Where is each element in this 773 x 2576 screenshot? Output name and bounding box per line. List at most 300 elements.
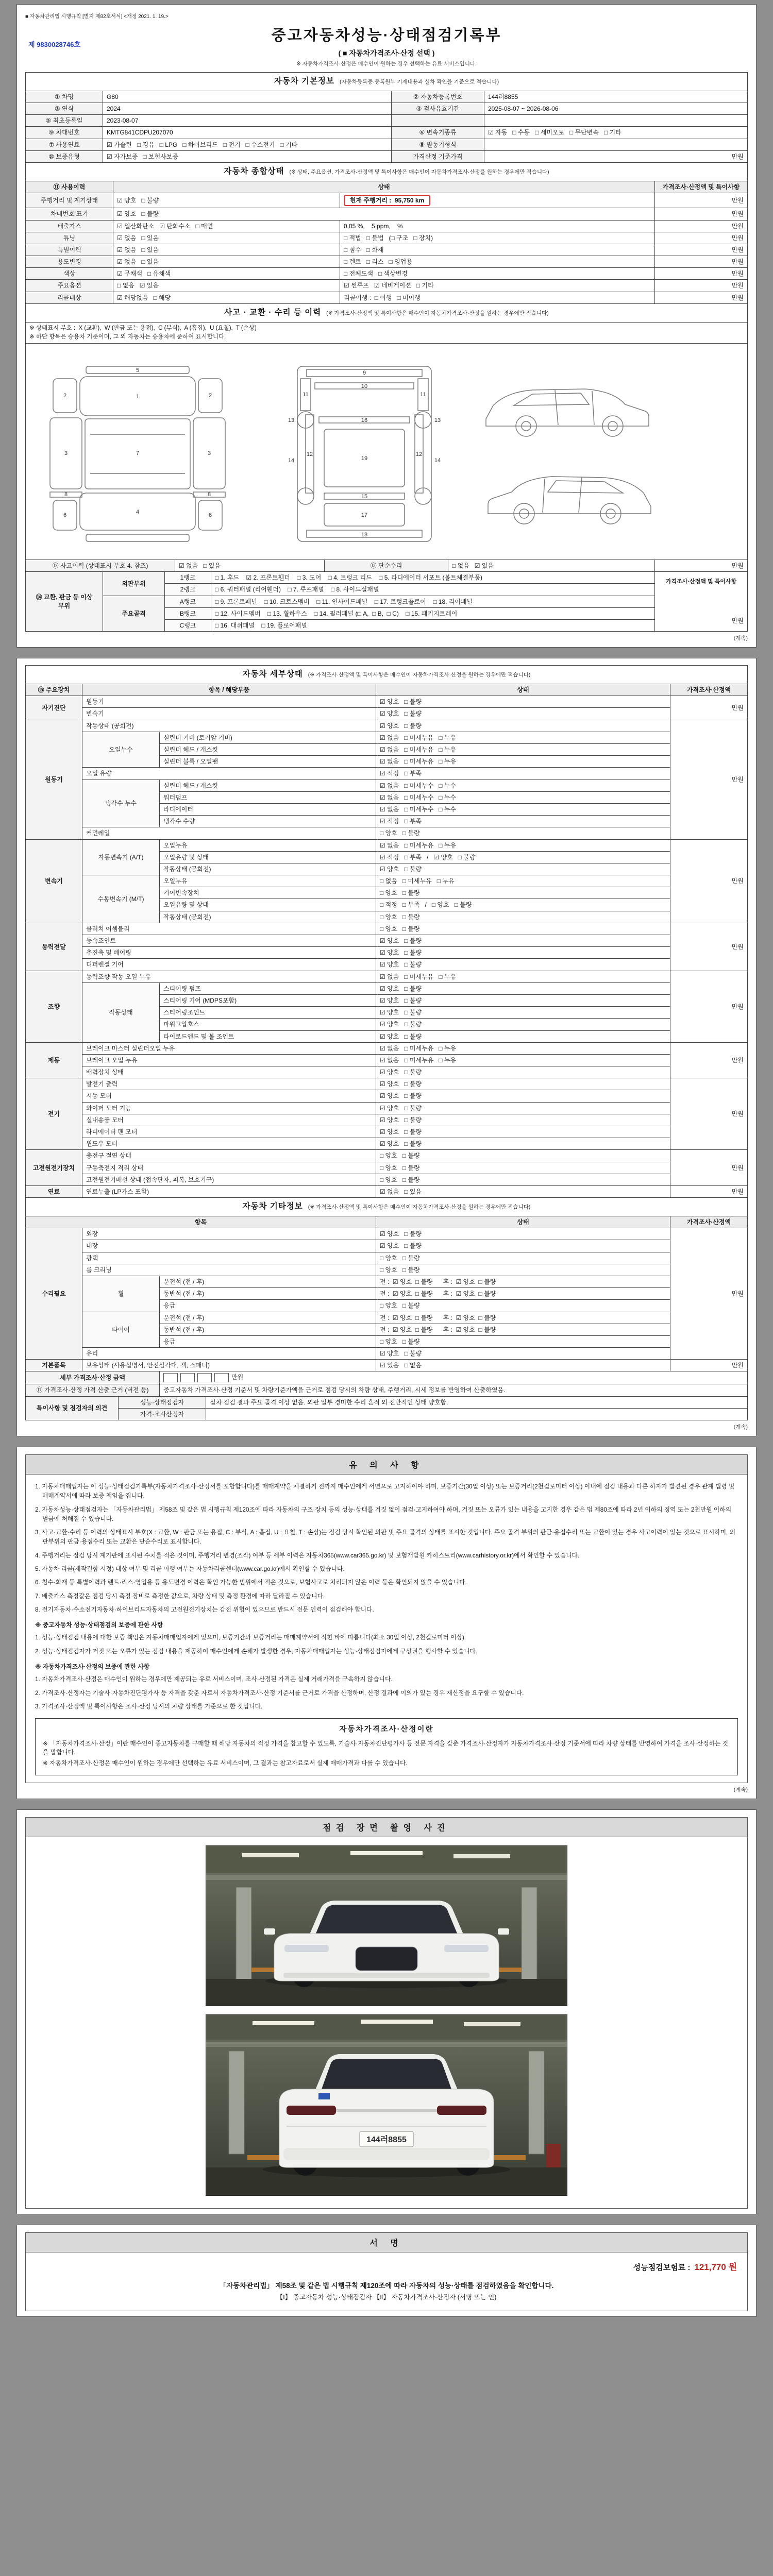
status-cell: ☑ 양호 □ 불량 (376, 863, 670, 875)
status-cell: ☑ 없음 □ 미세누수 □ 누수 (376, 779, 670, 791)
section-row (26, 73, 748, 91)
part-cell: 내장 (82, 1240, 376, 1252)
status-cell: □ 적정 □ 부족 / □ 양호 □ 불량 (376, 899, 670, 911)
subgroup-cell: 자동변속기 (A/T) (82, 839, 160, 875)
legend-cell (26, 322, 748, 344)
definition-text: ※ 자동차가격조사·산정은 매수인이 원하는 경우에만 선택하는 유료 서비스이며, 그 결과는 참고자료로서 실제 매매가격과 다를 수 있습니다. (43, 1759, 408, 1767)
subgroup-cell: 수동변속기 (M/T) (82, 875, 160, 923)
status-cell: 전 : ☑ 양호 □ 불량 후 : ☑ 양호 □ 불량 (376, 1276, 670, 1287)
row-label: 가격·조사산정자 (119, 1408, 206, 1420)
part-cell: 동반석 (전 / 후) (160, 1288, 376, 1300)
field-value: 2024 (103, 103, 392, 115)
num: 8 (64, 491, 68, 498)
part-cell: 냉각수 수량 (160, 816, 376, 827)
insurance-label: 성능점검보험료 : (633, 2263, 691, 2272)
status-cell: □ 12. 사이드멤버 □ 13. 휠하우스 □ 14. 필러패널 (□ A, □ B, □ C) □ 15. 패키지트레이 (211, 607, 655, 619)
part-cell: 응급 (160, 1300, 376, 1312)
price-cell: 만원 (654, 244, 747, 256)
amount-suffix: 만원 (231, 1374, 244, 1381)
table-row (26, 103, 748, 115)
num: 8 (207, 491, 211, 498)
status-cell: ☑ 적정 □ 부족 / ☑ 양호 □ 불량 (376, 851, 670, 863)
part-cell: 작동상태 (공회전) (82, 720, 376, 732)
table-row (26, 1264, 748, 1276)
part-cell: 구동축전지 격리 상태 (82, 1162, 376, 1174)
status-cell: □ 9. 프론트패널 □ 10. 크로스멤버 □ 11. 인사이드패널 □ 17. 트렁크플로어 □ 18. 리어패널 (211, 596, 655, 607)
row-label: 색상 (26, 268, 113, 280)
part-cell: 스티어링 기어 (MDPS포함) (160, 994, 376, 1006)
table-row (26, 1042, 748, 1054)
table-row (26, 1066, 748, 1078)
table-row (26, 91, 748, 103)
table-row (26, 1348, 748, 1360)
section-title-cell (26, 666, 748, 684)
diagram-row (26, 344, 748, 560)
part-cell: 광택 (82, 1252, 376, 1264)
confirmation-statement: 「자동차관리법」 제58조 및 같은 법 시행규칙 제120조에 따라 자동차의 성능·상태를 점검하였음을 확인합니다. (219, 2281, 554, 2290)
table-row (26, 139, 748, 150)
status-cell: ☑ 양호 □ 불량 (376, 1066, 670, 1078)
part-cell: 연료누출 (LP가스 포함) (82, 1185, 376, 1197)
row-label: 주요옵션 (26, 280, 113, 292)
price-cell: 만원 (654, 193, 747, 208)
num: 2 (63, 392, 67, 399)
status-cell: ☑ 무채색 □ 유채색 (113, 268, 340, 280)
field-label: ⑦ 사용연료 (26, 139, 103, 150)
photos-body (25, 1837, 748, 2209)
status-cell: □ 없음 ☑ 있음 (113, 280, 340, 292)
num: 16 (361, 417, 368, 423)
table-row (26, 208, 748, 220)
status-cell: ☑ 없음 □ 미세누유 □ 누유 (376, 1042, 670, 1054)
table-row (26, 875, 748, 887)
group-label-cell: 전기 (26, 1078, 82, 1150)
part-cell: 동반석 (전 / 후) (160, 1324, 376, 1335)
page-1 (16, 4, 757, 648)
status-cell: 전 : ☑ 양호 □ 불량 후 : ☑ 양호 □ 불량 (376, 1324, 670, 1335)
notice-item: 1. 자동차가격조사·산정은 매수인이 원하는 경우에만 제공되는 유료 서비스이며, 조사·산정된 가격은 실제 거래가격을 구속하지 않습니다. (35, 1675, 393, 1683)
num: 1 (136, 393, 140, 400)
part-cell: 오일 유량 (82, 768, 376, 779)
field-label: ② 자동차등록번호 (392, 91, 484, 103)
status-cell: ☑ 양호 □ 불량 (376, 1114, 670, 1126)
signature-header: 서 명 (25, 2232, 748, 2252)
price-cell: 만원 (670, 971, 747, 1042)
status-cell: □ 양호 □ 불량 (376, 1300, 670, 1312)
section-note: (자동차등록증·등록원부 기재내용과 실차 확인을 기준으로 적습니다) (340, 79, 499, 85)
table-row (26, 268, 748, 280)
field-value: ☑ 자가보증 □ 보험사보증 (103, 150, 392, 162)
row-label: ⑰ 가격조사·산정 가격 산출 근거 (버전 등) (26, 1384, 160, 1396)
insurance-line (36, 2260, 737, 2273)
group-label-cell: ⑭ 교환, 판금 등 이상 부위 (26, 572, 103, 632)
legend-row (26, 322, 748, 344)
field-value: KMTG841CDPU207070 (103, 127, 392, 139)
status-cell: ☑ 없음 □ 미세누유 □ 누유 (376, 1054, 670, 1066)
row-label: 특이사항 및 점검자의 의견 (26, 1396, 119, 1420)
table-row (26, 732, 748, 743)
overall-condition-table (25, 162, 748, 304)
table-row (26, 280, 748, 292)
row-label: ⑬ 단순수리 (325, 560, 448, 572)
status-cell: □ 6. 쿼터패널 (리어휀더) □ 7. 루프패널 □ 8. 사이드실패널 (211, 584, 655, 596)
notice-item: 5. 자동차 리콜(제작결함 시정) 대상 여부 및 리콜 이행 여부는 자동차리콜센터(www.car.go.kr)에서 확인할 수 있습니다. (35, 1565, 345, 1573)
opinion-text (206, 1408, 748, 1420)
header-row (26, 181, 748, 193)
registration-sticker (318, 2093, 330, 2099)
status-cell: ☑ 양호 □ 불량 (376, 1240, 670, 1252)
section-row (26, 303, 748, 322)
notice-item: 4. 주행거리는 점검 당시 계기판에 표시된 수치를 적은 것이며, 주행거리 변경(조작) 여부 등 세부 이력은 자동차365(www.car365.go.kr) 및 보험개발원 카히스토리(www.carhistory.or.kr)에서 확인할 수 있습니다. (35, 1551, 580, 1559)
page-2 (16, 658, 757, 1436)
part-cell: 기어변속장치 (160, 887, 376, 899)
part-cell: 원동기 (82, 696, 376, 708)
col-header: ⑮ 주요장치 (26, 684, 82, 696)
status-cell: □ 1. 후드 ☑ 2. 프론트휀더 □ 3. 도어 □ 4. 트렁크 리드 □ 5. 라디에이터 서포트 (볼트체결부품) (211, 572, 655, 584)
num: 10 (361, 383, 368, 389)
table-row (26, 115, 748, 127)
table-row (26, 1228, 748, 1240)
page-4 (16, 1809, 757, 2214)
status-cell: ☑ 양호 □ 불량 (376, 1126, 670, 1138)
doc-header (25, 22, 748, 73)
field-label (392, 115, 484, 127)
table-row (26, 935, 748, 947)
toolbox (546, 2144, 561, 2167)
status-cell: ☑ 없음 □ 미세누유 □ 누유 (376, 756, 670, 768)
price-head: 가격조사·산정액 및 특이사항 (665, 579, 737, 585)
status-cell: □ 양호 □ 불량 (376, 1150, 670, 1162)
part-cell: 브레이크 마스터 실린더오일 누유 (82, 1042, 376, 1054)
group-label-cell: 조향 (26, 971, 82, 1042)
table-row (26, 1162, 748, 1174)
field-value (484, 139, 748, 150)
status-cell: □ 양호 □ 불량 (376, 1264, 670, 1276)
notice-item: 6. 침수·화재 등 특별이력과 렌트·리스·영업용 등 용도변경 이력은 확인 가능한 범위에서 적은 것으로, 보험사고로 처리되지 않은 이력 등은 확인되지 않을 수 있습니다. (35, 1579, 467, 1586)
legend-line: ※ 하단 항목은 승용차 기준이며, 그 외 자동차는 승용차에 준하여 표시합니다. (29, 334, 226, 341)
print-header: ■ 자동차관리법 시행규칙 [별지 제82호서식] <개정 2021. 1. 19.> (25, 14, 169, 20)
group-label-cell: 동력전달 (26, 923, 82, 971)
num: 13 (288, 417, 295, 423)
part-cell: 라디에이터 (160, 803, 376, 815)
subgroup-cell: 냉각수 누수 (82, 779, 160, 827)
num: 11 (420, 391, 426, 398)
field-value: ☑ 가솔린 □ 경유 □ LPG □ 하이브리드 □ 전기 □ 수소전기 □ 기타 (103, 139, 392, 150)
col-header: 항목 (26, 1216, 376, 1228)
price-value: 만원 (731, 617, 744, 624)
part-cell: 오일누유 (160, 875, 376, 887)
price-cell: 만원 (654, 220, 747, 232)
field-label: ⑧ 원동기형식 (392, 139, 484, 150)
col-header: 상태 (376, 684, 670, 696)
status-cell (340, 193, 655, 208)
row-label: 튜닝 (26, 232, 113, 244)
price-cell: 만원 (654, 280, 747, 292)
table-row (26, 292, 748, 303)
mileage-highlight: 현재 주행거리 : 95,750 km (344, 195, 430, 206)
status-cell: □ 양호 □ 불량 (376, 1252, 670, 1264)
group-label-cell: 수리필요 (26, 1228, 82, 1360)
lift-post (236, 1887, 251, 1980)
part-cell: 보유상태 (사용설명서, 안전삼각대, 잭, 스패너) (82, 1360, 376, 1371)
num: 13 (434, 417, 441, 423)
status-cell: 전 : ☑ 양호 □ 불량 후 : ☑ 양호 □ 불량 (376, 1312, 670, 1324)
part-cell: 실린더 블록 / 오일팬 (160, 756, 376, 768)
status-cell: □ 양호 □ 불량 (376, 1174, 670, 1185)
num: 11 (303, 391, 309, 398)
field-value: 144러8855 (484, 91, 748, 103)
status-cell: ☑ 양호 □ 불량 (376, 1078, 670, 1090)
num: 9 (362, 369, 366, 376)
detail-condition-table (25, 665, 748, 1198)
lift-post (522, 1887, 537, 1980)
table-row (26, 256, 748, 268)
subgroup-cell: 휠 (82, 1276, 160, 1312)
table-row (26, 947, 748, 959)
inspection-photo-front (206, 1845, 567, 2006)
num: 3 (207, 450, 211, 456)
part-cell: 커먼레일 (82, 827, 376, 839)
table-row (26, 1384, 748, 1396)
row-label: 용도변경 (26, 256, 113, 268)
status-cell: ☑ 없음 □ 미세누유 □ 누유 (376, 732, 670, 743)
definition-text: ※ 「자동차가격조사·산정」이란 매수인이 중고자동차를 구매할 때 해당 자동차의 적정 가격을 참고할 수 있도록, 기술사·자동차진단평가사 등 전문 자격을 갖춘 가격조사·산정자가 자동차가격조사·산정 기준서에 따라 차량 상태를 반영하여 가격을 조사·산정하는 것을 말합니다. (43, 1739, 729, 1756)
num: 3 (64, 450, 68, 456)
status-cell: ☑ 양호 □ 불량 (376, 1090, 670, 1102)
table-row (26, 232, 748, 244)
price-cell: 만원 (670, 1042, 747, 1078)
price-cell: 만원 (670, 839, 747, 923)
part-cell: 작동상태 (공회전) (160, 911, 376, 923)
table-row (26, 982, 748, 994)
table-row (26, 1114, 748, 1126)
num: 18 (361, 531, 368, 538)
license-plate-number: 144러8855 (366, 2135, 407, 2144)
part-cell: 운전석 (전 / 후) (160, 1276, 376, 1287)
col-header: 가격조사·산정액 (670, 684, 747, 696)
part-cell: 오일유량 및 상태 (160, 899, 376, 911)
status-cell: ☑ 해당없음 □ 해당 (113, 292, 340, 303)
basis-text: 중고자동차 가격조사·산정 기준서 및 차량기준가액을 근거로 점검 당시의 차량 상태, 주행거리, 시세 정보를 반영하여 산출하였음. (160, 1384, 748, 1396)
price-cell: 만원 (670, 1185, 747, 1197)
status-cell: ☑ 양호 □ 불량 (376, 982, 670, 994)
part-cell: 운전석 (전 / 후) (160, 1312, 376, 1324)
price-cell: 만원 (654, 208, 747, 220)
section-title-cell (26, 163, 748, 181)
part-cell: 작동상태 (공회전) (160, 863, 376, 875)
col-header: 상태 (113, 181, 655, 193)
document-number: 제 9830028746호 (28, 41, 81, 48)
table-row (26, 1174, 748, 1185)
group-label-cell: 고전원전기장치 (26, 1150, 82, 1186)
status-cell: □ 16. 대쉬패널 □ 19. 플로어패널 (211, 619, 655, 631)
part-cell: 디퍼렌셜 기어 (82, 959, 376, 971)
section-note: (※ 가격조사·산정액 및 특이사항은 매수인이 자동차가격조사·산정을 원하는 경우에만 적습니다) (308, 1204, 531, 1211)
part-cell: 브레이크 오일 누유 (82, 1054, 376, 1066)
status-cell: □ 적법 □ 불법 (□ 구조 □ 장치) (340, 232, 655, 244)
price-cell: 만원 (670, 696, 747, 720)
notice-subsection-title: ※ 중고자동차 성능·상태점검의 보증에 관한 사항 (35, 1621, 163, 1629)
part-cell: 시동 모터 (82, 1090, 376, 1102)
row-label: 리콜대상 (26, 292, 113, 303)
basic-info-table (25, 72, 748, 163)
status-cell: ☑ 양호 □ 불량 (376, 1138, 670, 1150)
status-cell: 0.05 %, 5 ppm, % (340, 220, 655, 232)
price-cell: 만원 (670, 1360, 747, 1371)
photos-header: 점검 장면 촬영 사진 (25, 1817, 748, 1837)
page-3 (16, 1447, 757, 1799)
status-cell: ☑ 양호 □ 불량 (113, 193, 340, 208)
status-cell: ☑ 없음 □ 미세누수 □ 누수 (376, 791, 670, 803)
status-cell: 리콜이행 : □ 이행 □ 미이행 (340, 292, 655, 303)
status-cell: ☑ 양호 □ 불량 (376, 708, 670, 720)
part-cell: 유리 (82, 1348, 376, 1360)
status-cell: □ 렌트 □ 리스 □ 영업용 (340, 256, 655, 268)
status-cell: □ 양호 □ 불량 (376, 887, 670, 899)
table-row (26, 1185, 748, 1197)
part-cell: 윈도우 모터 (82, 1138, 376, 1150)
damage-diagram (29, 362, 746, 548)
field-label: ⑥ 변속기종류 (392, 127, 484, 139)
table-row (26, 1408, 748, 1420)
num: 14 (434, 457, 441, 464)
status-cell: □ 침수 □ 화재 (340, 244, 655, 256)
field-label: ④ 검사유효기간 (392, 103, 484, 115)
part-cell: 워터펌프 (160, 791, 376, 803)
part-cell: 클러치 어셈블리 (82, 923, 376, 935)
table-row (26, 779, 748, 791)
col-header: 가격조사·산정액 (670, 1216, 747, 1228)
row-label: 차대번호 표기 (26, 208, 113, 220)
part-cell: 실내송풍 모터 (82, 1114, 376, 1126)
signer-roles: 【Ⅰ】 중고자동차 성능·상태점검자 【Ⅱ】 자동차가격조사·산정자 (서명 또는 인) (276, 2293, 497, 2301)
field-label: ⑩ 보증유형 (26, 150, 103, 162)
section-note: (※ 상태, 주요옵션, 가격조사·산정액 및 특이사항은 매수인이 자동차가격조사·산정을 원하는 경우에만 적습니다) (289, 169, 549, 176)
status-cell: ☑ 없음 □ 있음 (113, 256, 340, 268)
table-row (26, 720, 748, 732)
field-label: ⑨ 차대번호 (26, 127, 103, 139)
part-cell: 오일누유 (160, 839, 376, 851)
status-cell: □ 양호 □ 불량 (376, 911, 670, 923)
notice-item: 2. 성능·상태점검자가 거짓 또는 오류가 있는 점검 내용을 제공하여 매수인에게 손해가 발생한 경우, 자동차매매업자는 성능·상태점검자에게 구상권을 행사할 수 있습니다. (35, 1647, 478, 1655)
status-cell: ☑ 없음 □ 있음 (175, 560, 325, 572)
group-label-cell: 원동기 (26, 720, 82, 839)
side-view-right (488, 477, 651, 524)
part-cell: 등속조인트 (82, 935, 376, 947)
price-cell: 만원 (654, 292, 747, 303)
status-cell: ☑ 양호 □ 불량 (376, 1019, 670, 1030)
header-row (26, 684, 748, 696)
status-cell: ☑ 있음 □ 없음 (376, 1360, 670, 1371)
price-cell: 만원 (654, 232, 747, 244)
table-row (26, 193, 748, 208)
field-value (484, 115, 748, 127)
row-label: 성능·상태점검자 (119, 1396, 206, 1408)
status-cell: ☑ 양호 □ 불량 (376, 935, 670, 947)
table-row (26, 1396, 748, 1408)
amount-box (180, 1373, 195, 1382)
group-label-cell: 제동 (26, 1042, 82, 1078)
rank-label-cell: B랭크 (165, 607, 211, 619)
part-cell: 파워고압호스 (160, 1019, 376, 1030)
table-row (26, 959, 748, 971)
status-cell: ☑ 양호 □ 불량 (376, 959, 670, 971)
lift-post (229, 2051, 244, 2154)
table-row (26, 971, 748, 982)
status-cell: ☑ 양호 □ 불량 (376, 1102, 670, 1114)
price-cell: 만원 (484, 150, 748, 162)
status-cell: ☑ 없음 □ 미세누유 □ 누유 (376, 971, 670, 982)
lift-post (529, 2051, 544, 2154)
part-cell: 스티어링 펌프 (160, 982, 376, 994)
part-cell: 추진축 및 베어링 (82, 947, 376, 959)
num: 15 (361, 493, 368, 500)
table-row (26, 1102, 748, 1114)
table-row (26, 572, 748, 584)
section-title: 자동차 종합상태 (224, 167, 284, 176)
num: 5 (136, 367, 140, 374)
notice-item: 3. 사고·교환·수리 등 이력의 상태표시 부호(X : 교환, W : 판금 또는 용접, C : 부식, A : 흠집, U : 요철, T : 손상)는 점검 당시 확인된 외판 및 주요 골격의 상태를 표시한 것입니다. 주요 골격 부위의 판금·용접수리 또는 교환이 있는 경우 사고이력이 있는 것으로 표시하며, 외판부위의 판금·용접수리 또는 교환은 단순수리로 표시합니다. (35, 1529, 735, 1546)
table-row (26, 1054, 748, 1066)
section-row (26, 666, 748, 684)
table-row (26, 1252, 748, 1264)
page-title: 중고자동차성능·상태점검기록부 (271, 27, 502, 44)
price-cell: 만원 (654, 256, 747, 268)
table-row (26, 708, 748, 720)
status-cell: ☑ 양호 □ 불량 (376, 696, 670, 708)
part-cell: 스티어링조인트 (160, 1007, 376, 1019)
inspection-photo-rear (206, 2014, 567, 2196)
num: 2 (208, 392, 212, 399)
section-title: 자동차 세부상태 (242, 670, 303, 679)
table-row (26, 1312, 748, 1324)
continued-marker: (계속) (733, 635, 748, 642)
notice-item: 3. 가격조사·산정액 및 특이사항은 조사·산정 당시의 차량 상태를 기준으로 한 것입니다. (35, 1702, 263, 1710)
continued-marker: (계속) (733, 1424, 748, 1431)
rank-label-cell: 2랭크 (165, 584, 211, 596)
rank-label-cell: C랭크 (165, 619, 211, 631)
page-5 (16, 2225, 757, 2317)
subgroup-cell: 타이어 (82, 1312, 160, 1348)
section-title: 자동차 기타정보 (242, 1202, 303, 1211)
status-cell: ☑ 양호 □ 불량 (376, 1007, 670, 1019)
price-cell (655, 572, 748, 632)
status-cell: ☑ 양호 □ 불량 (113, 208, 655, 220)
status-cell: ☑ 양호 □ 불량 (376, 994, 670, 1006)
part-cell: 와이퍼 모터 기능 (82, 1102, 376, 1114)
header-row (26, 1216, 748, 1228)
section-row (26, 1198, 748, 1216)
table-row (26, 1240, 748, 1252)
table-row (26, 827, 748, 839)
row-label: 주행거리 및 계기상태 (26, 193, 113, 208)
field-value: 2023-08-07 (103, 115, 392, 127)
section-row (26, 163, 748, 181)
status-cell: □ 양호 □ 불량 (376, 827, 670, 839)
table-row (26, 220, 748, 232)
amount-box (163, 1373, 178, 1382)
price-cell: 만원 (670, 923, 747, 971)
field-label: 가격산정 기준가격 (392, 150, 484, 162)
num: 4 (136, 509, 140, 515)
col-header: 항목 / 해당부품 (82, 684, 376, 696)
status-cell: ☑ 없음 □ 미세누유 □ 누유 (376, 839, 670, 851)
num: 17 (361, 512, 368, 518)
part-cell: 배력장치 상태 (82, 1066, 376, 1078)
num: 6 (63, 512, 67, 518)
notice-subsection-title: ※ 자동차가격조사·산정의 보증에 관한 사항 (35, 1663, 150, 1670)
status-cell: □ 양호 □ 불량 (376, 923, 670, 935)
